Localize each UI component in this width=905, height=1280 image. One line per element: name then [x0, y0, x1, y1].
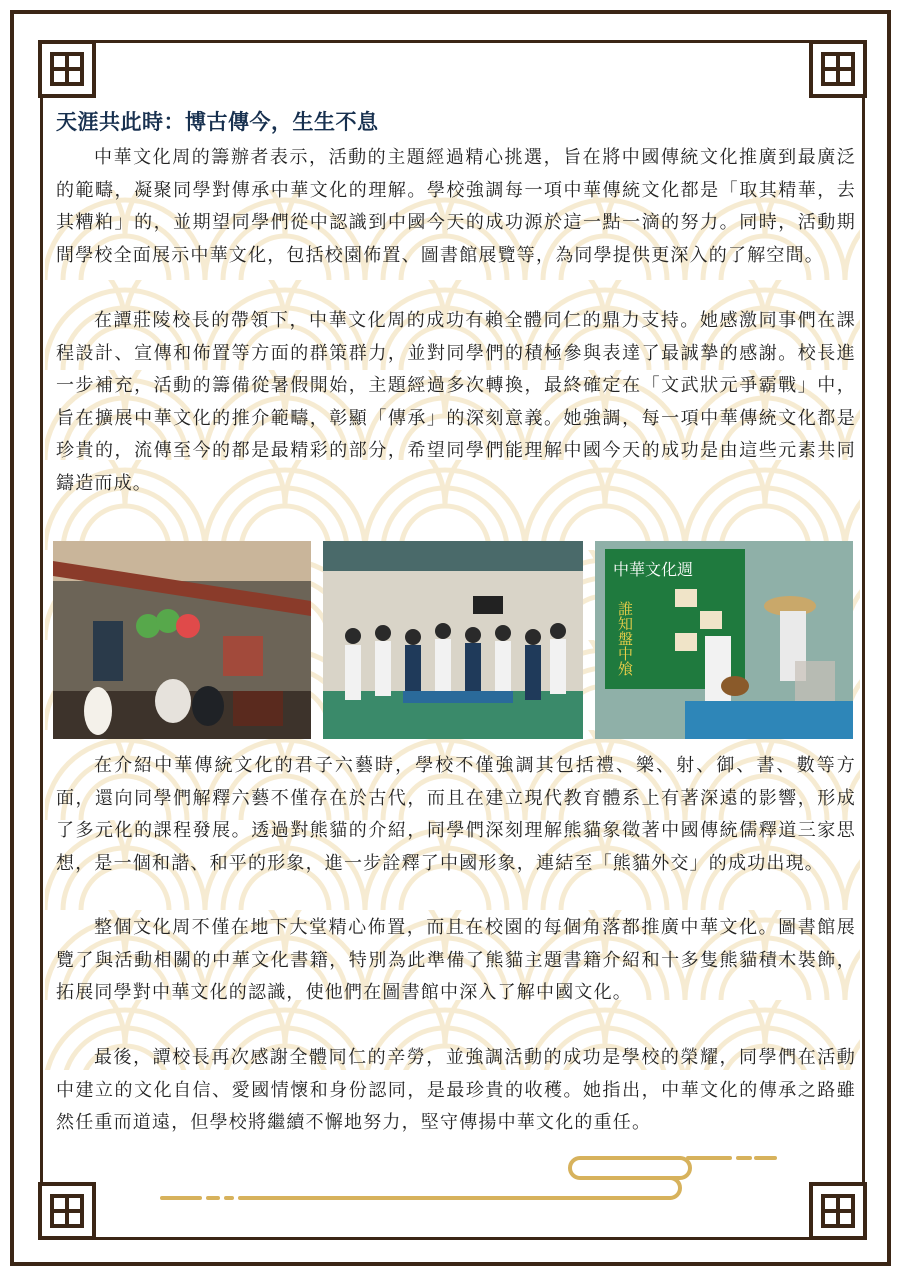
- corner-ornament-bottom-right: [807, 1180, 869, 1242]
- paragraph-3: 在介紹中華傳統文化的君子六藝時，學校不僅強調其包括禮、樂、射、御、書、數等方面，還向同學們解釋六藝不僅存在於古代，而且在建立現代教育體系上有著深遠的影響，形成了多元化的課程發展。透過對熊貓的介紹，同學們深刻理解熊貓象徵著中國傳統儒釋道三家思想，是一個和諧、和平的形象，進一步詮釋了中國形象，連結至「熊貓外交」的成功出現。: [56, 755, 856, 874]
- photo-strip: [53, 541, 853, 739]
- photo-culture-booth: [595, 541, 853, 739]
- board-title-text: 中華文化週: [613, 560, 694, 579]
- photo-group-visit: [323, 541, 583, 739]
- gold-cloud-ornament: [160, 1150, 800, 1210]
- article-title: 天涯共此時：博古傳今，生生不息: [56, 110, 379, 134]
- corner-ornament-top-left: [36, 38, 98, 100]
- paragraph-2: 在譚莊陵校長的帶領下，中華文化周的成功有賴全體同仁的鼎力支持。她感激同事們在課程設計、宣傳和佈置等方面的群策群力，並對同學們的積極參與表達了最誠摯的感謝。校長進一步補充，活動的籌備從暑假開始，主題經過多次轉換，最終確定在「文武狀元爭霸戰」中，旨在擴展中華文化的推介範疇，彰顯「傳承」的深刻意義。她強調，每一項中華傳統文化都是珍貴的，流傳至今的都是最精彩的部分，希望同學們能理解中國今天的成功是由這些元素共同鑄造而成。: [56, 310, 856, 494]
- corner-ornament-top-right: [807, 38, 869, 100]
- corner-ornament-bottom-left: [36, 1180, 98, 1242]
- paragraph-1: 中華文化周的籌辦者表示，活動的主題經過精心挑選，旨在將中國傳統文化推廣到最廣泛的範疇，凝聚同學對傳承中華文化的理解。學校強調每一項中華傳統文化都是「取其精華，去其糟粕」的，並期望同學們從中認識到中國今天的成功源於這一點一滴的努力。同時，活動期間學校全面展示中華文化，包括校園佈置、圖書館展覽等，為同學提供更深入的了解空間。: [56, 147, 856, 266]
- paragraph-4: 整個文化周不僅在地下大堂精心佈置，而且在校園的每個角落都推廣中華文化。圖書館展覽了與活動相關的中華文化書籍，特別為此準備了熊貓主題書籍介紹和十多隻熊貓積木裝飾，拓展同學對中華文化的認識，使他們在圖書館中深入了解中國文化。: [56, 917, 856, 1003]
- board-vertical-text: 誰知盤中飧: [616, 601, 634, 676]
- paragraph-5: 最後，譚校長再次感謝全體同仁的辛勞，並強調活動的成功是學校的榮耀，同學們在活動中建立的文化自信、愛國情懷和身份認同，是最珍貴的收穫。她指出，中華文化的傳承之路雖然任重而道遠，但學校將繼續不懈地努力，堅守傳揚中華文化的重任。: [56, 1047, 856, 1133]
- photo-hall-performance: [53, 541, 311, 739]
